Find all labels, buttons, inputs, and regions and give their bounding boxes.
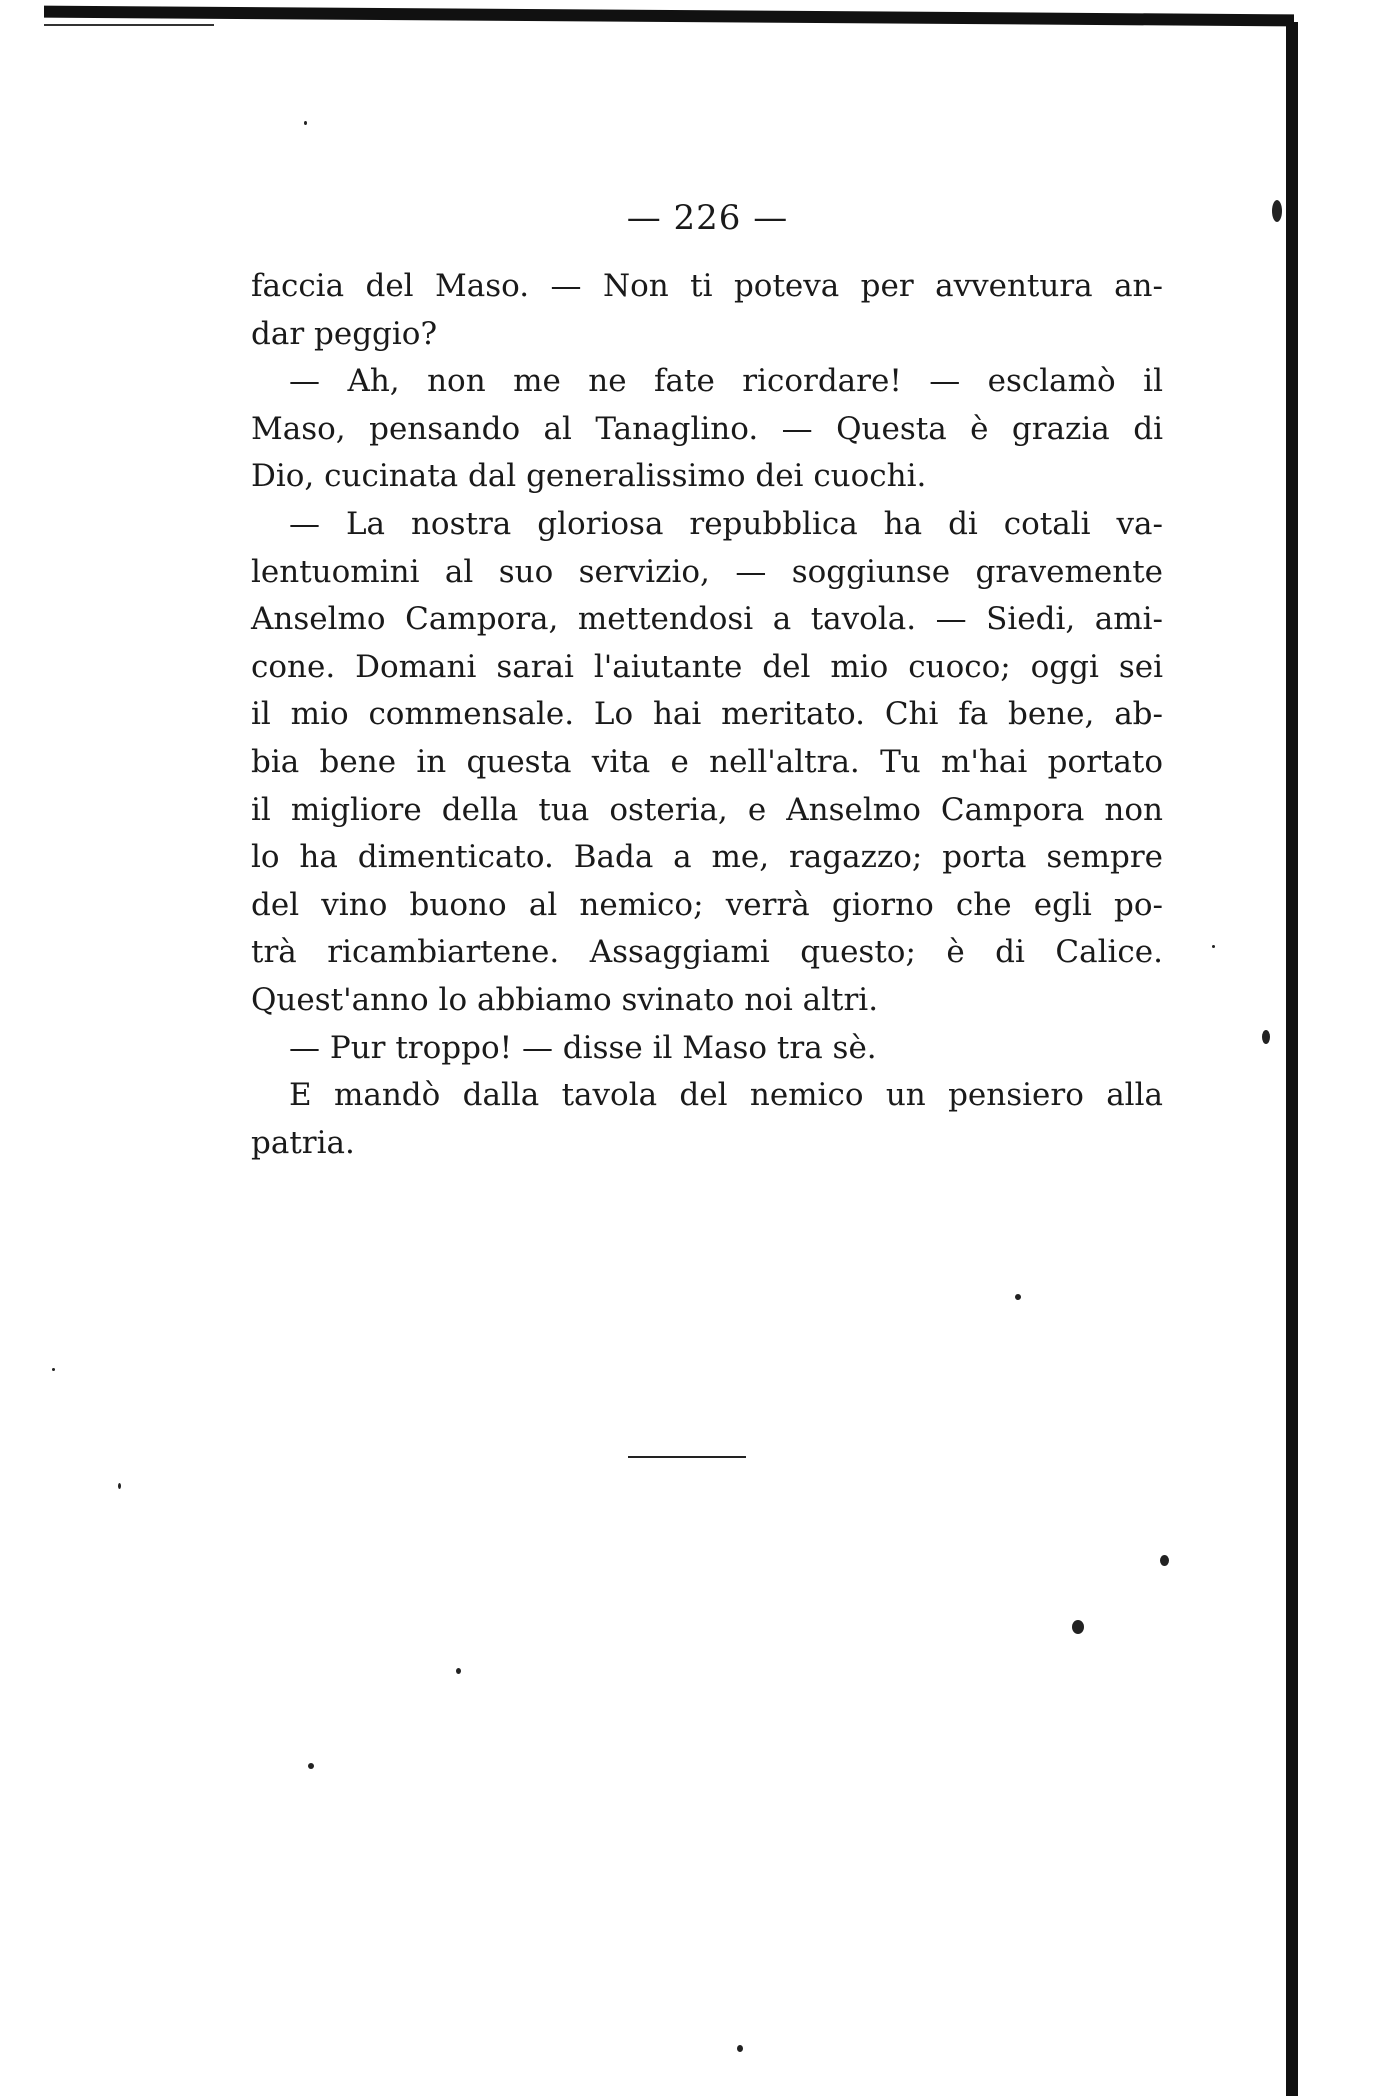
scan-speck [1212,945,1215,948]
scan-speck [304,121,307,125]
text-line: dar peggio? [251,315,438,352]
text-line: faccia del Maso. — Non ti poteva per avventura an- [251,268,1163,304]
top-border-rule [44,6,1294,27]
section-end-rule [628,1456,746,1458]
scan-speck [52,1368,55,1371]
scan-speck [118,1483,121,1489]
scan-speck [1272,200,1282,222]
text-line: E mandò dalla tavola del nemico un pensiero alla [289,1077,1163,1114]
scan-speck [1160,1555,1169,1566]
text-line: — La nostra gloriosa repubblica ha di cotali va- [289,505,1163,542]
right-border-rule [1286,22,1298,2096]
text-line: Maso, pensando al Tanaglino. — Questa è grazia di [251,410,1163,447]
text-line: il migliore della tua osteria, e Anselmo Campora non [251,791,1163,828]
text-line: Anselmo Campora, mettendosi a tavola. — Siedi, ami- [251,601,1163,638]
text-line: del vino buono al nemico; verrà giorno che egli po- [251,886,1163,923]
text-line: Quest'anno lo abbiamo svinato noi altri. [251,981,879,1018]
text-line: — Ah, non me ne fate ricordare! — esclamò il [289,363,1163,400]
text-line: lo ha dimenticato. Bada a me, ragazzo; porta sempre [251,839,1163,876]
scan-speck [737,2045,743,2052]
text-line: lentuomini al suo servizio, — soggiunse gravemente [251,553,1163,590]
text-line: cone. Domani sarai l'aiutante del mio cuoco; oggi sei [251,648,1163,685]
text-line: — Pur troppo! — disse il Maso tra sè. [289,1029,877,1066]
text-line: Dio, cucinata dal generalissimo dei cuochi. [251,458,927,495]
text-line: trà ricambiartene. Assaggiami questo; è di Calice. [251,934,1163,971]
scan-speck [1015,1294,1021,1300]
scan-speck [456,1668,461,1674]
top-border-thin-rule [44,24,214,26]
scan-speck [308,1763,314,1769]
page-number: — 226 — [626,198,789,238]
scan-speck [1262,1030,1270,1044]
text-line: bia bene in questa vita e nell'altra. Tu m'hai portato [251,743,1163,780]
scan-speck [1072,1620,1084,1634]
text-line: il mio commensale. Lo hai meritato. Chi fa bene, ab- [251,696,1163,733]
body-text [251,263,1163,1167]
text-line: patria. [251,1124,355,1161]
